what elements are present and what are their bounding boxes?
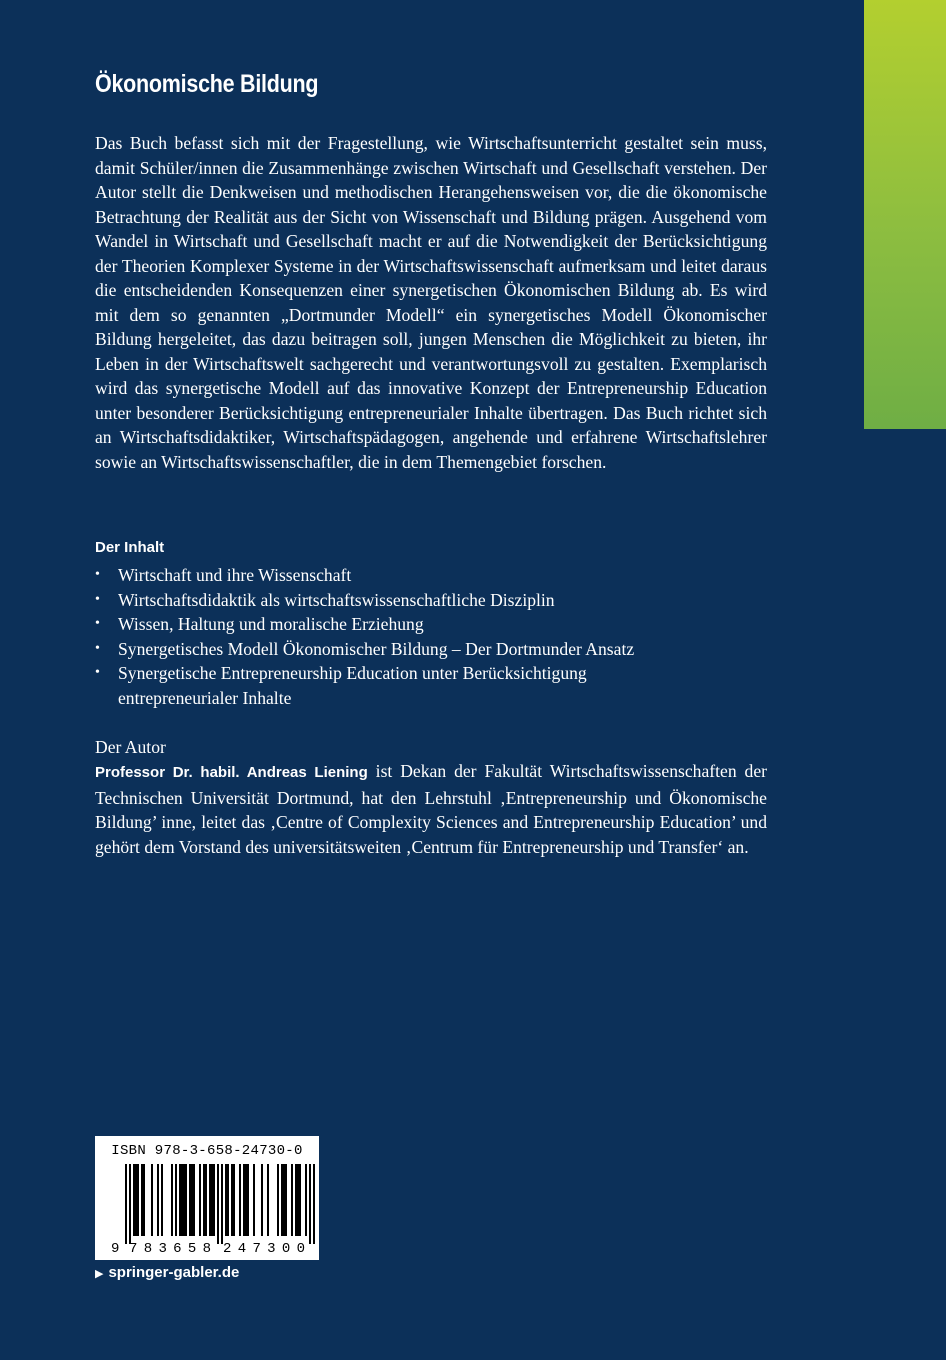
barcode-bars	[95, 1136, 319, 1260]
list-item: • Synergetisches Modell Ökonomischer Bildung – Der Dortmunder Ansatz	[95, 637, 767, 662]
barcode-bar	[253, 1164, 255, 1236]
barcode-bar	[135, 1164, 137, 1236]
barcode-digits-left: 783658	[129, 1241, 211, 1257]
barcode-bar	[133, 1164, 135, 1236]
barcode-bar	[211, 1164, 213, 1236]
autor-bio-text: ist Dekan der Fakultät Wirtschaftswissenschaften der Technischen Universität Dortmund, hat den Lehrstuhl ‚Entrepreneurship und Ökonomische Bildung’ inne, leitet das ‚Centre of Complexity Sciences and Entrepreneurship Education’ und gehört dem Vorstand des universitätsweiten ‚Centrum für Entrepreneurship und Transfer‘ an.	[95, 761, 767, 857]
list-item: • Wirtschaft und ihre Wissenschaft	[95, 563, 767, 588]
autor-bio	[95, 759, 767, 859]
barcode-bar	[297, 1164, 299, 1236]
barcode-bar	[143, 1164, 145, 1236]
barcode	[95, 1136, 319, 1260]
barcode-bar	[305, 1164, 307, 1236]
barcode-bar	[213, 1164, 215, 1236]
barcode-bar	[205, 1164, 207, 1236]
autor-heading: Der Autor	[95, 737, 166, 757]
barcode-bar	[137, 1164, 139, 1236]
barcode-bar	[185, 1164, 187, 1236]
barcode-bar	[199, 1164, 201, 1236]
publisher-url: springer-gabler.de	[108, 1264, 240, 1281]
barcode-bar	[203, 1164, 205, 1236]
barcode-bar	[233, 1164, 235, 1236]
barcode-bar	[243, 1164, 245, 1236]
barcode-bar	[225, 1164, 227, 1236]
barcode-bar	[129, 1164, 131, 1244]
barcode-bar	[299, 1164, 301, 1236]
barcode-bar	[141, 1164, 143, 1236]
bullet-icon: •	[95, 640, 100, 656]
barcode-bar	[245, 1164, 247, 1236]
inhalt-heading: Der Inhalt	[95, 539, 165, 556]
barcode-bar	[189, 1164, 191, 1236]
book-description: Das Buch befasst sich mit der Fragestellung, wie Wirtschaftsunterricht gestaltet sein muss, damit Schüler/innen die Zusammenhänge zwischen Wirtschaft und Gesellschaft verstehen. Der Autor stellt die Denkweisen und methodischen Herangehensweisen vor, die die ökonomische Betrachtung der Realität aus der Sicht von Wissenschaft und Bildung prägen. Ausgehend vom Wandel in Wirtschaft und Gesellschaft macht er auf die Notwendigkeit der Berücksichtigung der Theorien Komplexer Systeme in der Wirtschaftswissenschaft aufmerksam und leitet daraus die entscheidenden Konsequenzen einer synergetischen Ökonomischen Bildung ab. Es wird mit dem so genannten „Dortmunder Modell“ ein synergetisches Modell Ökonomischer Bildung hergeleitet, das dazu beitragen soll, jungen Menschen die Möglichkeit zu bieten, ihr Leben in der Wirtschaftswelt sachgerecht und verantwortungsvoll zu gestalten. Exemplarisch wird das synergetische Modell auf das innovative Konzept der Entrepreneurship Education unter besonderer Berücksichtigung entrepreneurialer Inhalte übertragen. Das Buch richtet sich an Wirtschaftsdidaktiker, Wirtschaftspädagogen, angehende und erfahrene Wirtschaftslehrer sowie an Wirtschaftswissenschaftler, die in dem Themengebiet forschen.	[95, 133, 767, 472]
bullet-icon: •	[95, 665, 100, 680]
barcode-bar	[277, 1164, 279, 1236]
barcode-bar	[227, 1164, 229, 1236]
barcode-bar	[193, 1164, 195, 1236]
accent-bar	[864, 0, 946, 429]
barcode-bar	[283, 1164, 285, 1236]
barcode-bar	[267, 1164, 269, 1236]
barcode-bar	[313, 1164, 315, 1244]
barcode-bar	[157, 1164, 159, 1236]
barcode-bar	[179, 1164, 181, 1236]
barcode-bar	[209, 1164, 211, 1236]
barcode-bar	[191, 1164, 193, 1236]
barcode-bar	[291, 1164, 293, 1236]
barcode-digits-right: 247300	[223, 1241, 305, 1257]
barcode-bar	[175, 1164, 177, 1236]
barcode-bar	[309, 1164, 311, 1244]
barcode-bar	[247, 1164, 249, 1236]
bullet-icon: •	[95, 567, 100, 582]
barcode-bar	[217, 1164, 219, 1244]
barcode-bar	[151, 1164, 153, 1236]
isbn-label: ISBN 978-3-658-24730-0	[111, 1143, 303, 1159]
list-item: • Synergetische Entrepreneurship Education unter Berücksichtigung entrepreneurialer Inhalte	[95, 663, 587, 708]
barcode-bar	[125, 1164, 127, 1244]
bullet-icon: •	[95, 616, 100, 631]
barcode-bar	[261, 1164, 263, 1236]
barcode-bar	[221, 1164, 223, 1244]
list-item: • Wirtschaftsdidaktik als wirtschaftswissenschaftliche Disziplin	[95, 588, 767, 613]
barcode-digit-first: 9	[111, 1241, 120, 1257]
barcode-bar	[239, 1164, 241, 1236]
barcode-bar	[295, 1164, 297, 1236]
bullet-icon: •	[95, 591, 100, 607]
barcode-bar	[171, 1164, 173, 1236]
triangle-right-icon: ▶	[95, 1268, 104, 1280]
barcode-bar	[181, 1164, 183, 1236]
barcode-bar	[281, 1164, 283, 1236]
barcode-bar	[285, 1164, 287, 1236]
barcode-bar	[231, 1164, 233, 1236]
page-title: Ökonomische Bildung	[95, 70, 319, 98]
barcode-bar	[161, 1164, 163, 1236]
publisher-link[interactable]	[95, 1264, 239, 1281]
list-item: • Wissen, Haltung und moralische Erziehung	[95, 612, 767, 637]
barcode-bar	[183, 1164, 185, 1236]
content-list	[95, 563, 767, 710]
autor-name: Professor Dr. habil. Andreas Liening	[95, 764, 368, 781]
